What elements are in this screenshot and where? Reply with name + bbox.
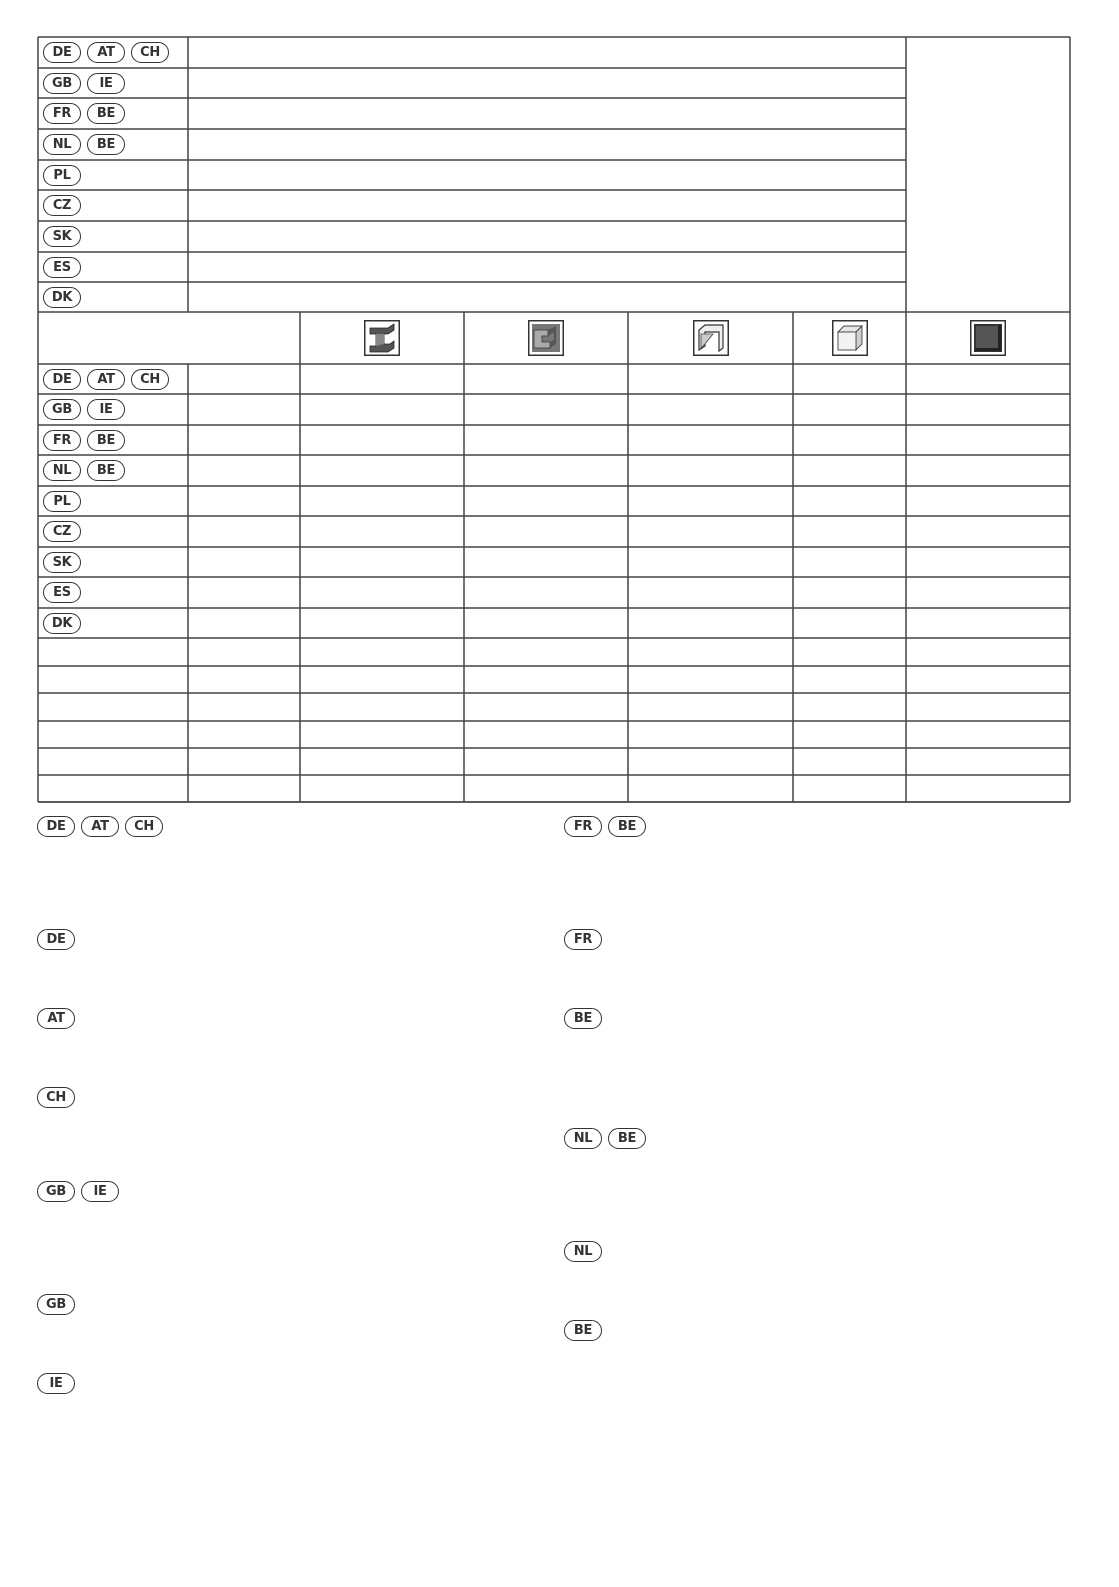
country-badge-sk: SK — [43, 226, 81, 247]
plastic-panel-icon — [970, 320, 1006, 361]
country-badge-group — [564, 1127, 646, 1149]
country-badge-group — [37, 1180, 119, 1202]
aluminium-profile-icon — [528, 320, 564, 361]
country-badge-gb: GB — [37, 1294, 75, 1315]
country-badge-nl: NL — [43, 134, 81, 155]
country-badge-at: AT — [37, 1008, 75, 1029]
country-badge-cz: CZ — [43, 521, 81, 542]
country-badge-group — [43, 103, 125, 125]
country-badge-group — [43, 195, 81, 217]
country-badge-group — [43, 368, 169, 390]
country-badge-cz: CZ — [43, 195, 81, 216]
country-badge-group — [564, 815, 646, 837]
country-badge-be: BE — [87, 103, 125, 124]
country-badge-group — [37, 1293, 75, 1315]
country-badge-fr: FR — [43, 430, 81, 451]
country-badge-be: BE — [564, 1008, 602, 1029]
country-badge-group — [43, 134, 125, 156]
country-badge-de: DE — [37, 929, 75, 950]
country-badge-group — [564, 928, 602, 950]
country-badge-group — [43, 72, 125, 94]
country-badge-group — [43, 612, 81, 634]
country-badge-de: DE — [43, 369, 81, 390]
country-badge-nl: NL — [564, 1241, 602, 1262]
country-badge-group — [564, 1319, 602, 1341]
country-badge-ie: IE — [87, 73, 125, 94]
country-badge-sk: SK — [43, 552, 81, 573]
country-badge-group — [43, 582, 81, 604]
country-badge-be: BE — [564, 1320, 602, 1341]
steel-i-beam-icon — [364, 320, 400, 361]
country-badge-group — [43, 226, 81, 248]
country-badge-group — [37, 1007, 75, 1029]
country-badge-gb: GB — [43, 73, 81, 94]
country-badge-group — [37, 1086, 75, 1108]
country-badge-es: ES — [43, 257, 81, 278]
country-badge-at: AT — [87, 42, 125, 63]
country-badge-at: AT — [87, 369, 125, 390]
country-badge-gb: GB — [37, 1181, 75, 1202]
country-badge-pl: PL — [43, 491, 81, 512]
country-badge-be: BE — [608, 816, 646, 837]
country-badge-ch: CH — [125, 816, 163, 837]
country-badge-group — [564, 1240, 602, 1262]
country-badge-gb: GB — [43, 399, 81, 420]
country-badge-ie: IE — [81, 1181, 119, 1202]
country-badge-ie: IE — [37, 1373, 75, 1394]
wood-block-icon — [832, 320, 868, 361]
country-badge-group — [43, 429, 125, 451]
country-badge-group — [43, 460, 125, 482]
country-badge-be: BE — [87, 134, 125, 155]
country-badge-fr: FR — [564, 816, 602, 837]
country-badge-group — [43, 490, 81, 512]
country-badge-de: DE — [37, 816, 75, 837]
country-badge-be: BE — [87, 460, 125, 481]
country-badge-group — [43, 551, 81, 573]
country-badge-group — [37, 1372, 75, 1394]
country-badge-at: AT — [81, 816, 119, 837]
country-badge-group — [43, 286, 81, 308]
country-badge-ie: IE — [87, 399, 125, 420]
country-badge-ch: CH — [37, 1087, 75, 1108]
country-badge-be: BE — [608, 1128, 646, 1149]
country-badge-nl: NL — [43, 460, 81, 481]
country-badge-group — [37, 815, 163, 837]
country-badge-fr: FR — [564, 929, 602, 950]
country-badge-group — [43, 256, 81, 278]
country-badge-ch: CH — [131, 42, 169, 63]
country-badge-dk: DK — [43, 287, 81, 308]
country-badge-group — [43, 399, 125, 421]
stainless-channel-icon — [693, 320, 729, 361]
country-badge-fr: FR — [43, 103, 81, 124]
country-badge-group — [43, 164, 81, 186]
country-badge-be: BE — [87, 430, 125, 451]
country-badge-group — [43, 42, 169, 64]
country-badge-nl: NL — [564, 1128, 602, 1149]
country-badge-ch: CH — [131, 369, 169, 390]
country-badge-group — [37, 928, 75, 950]
country-badge-pl: PL — [43, 165, 81, 186]
country-badge-dk: DK — [43, 613, 81, 634]
country-badge-de: DE — [43, 42, 81, 63]
country-badge-es: ES — [43, 582, 81, 603]
country-badge-group — [564, 1007, 602, 1029]
country-badge-group — [43, 521, 81, 543]
